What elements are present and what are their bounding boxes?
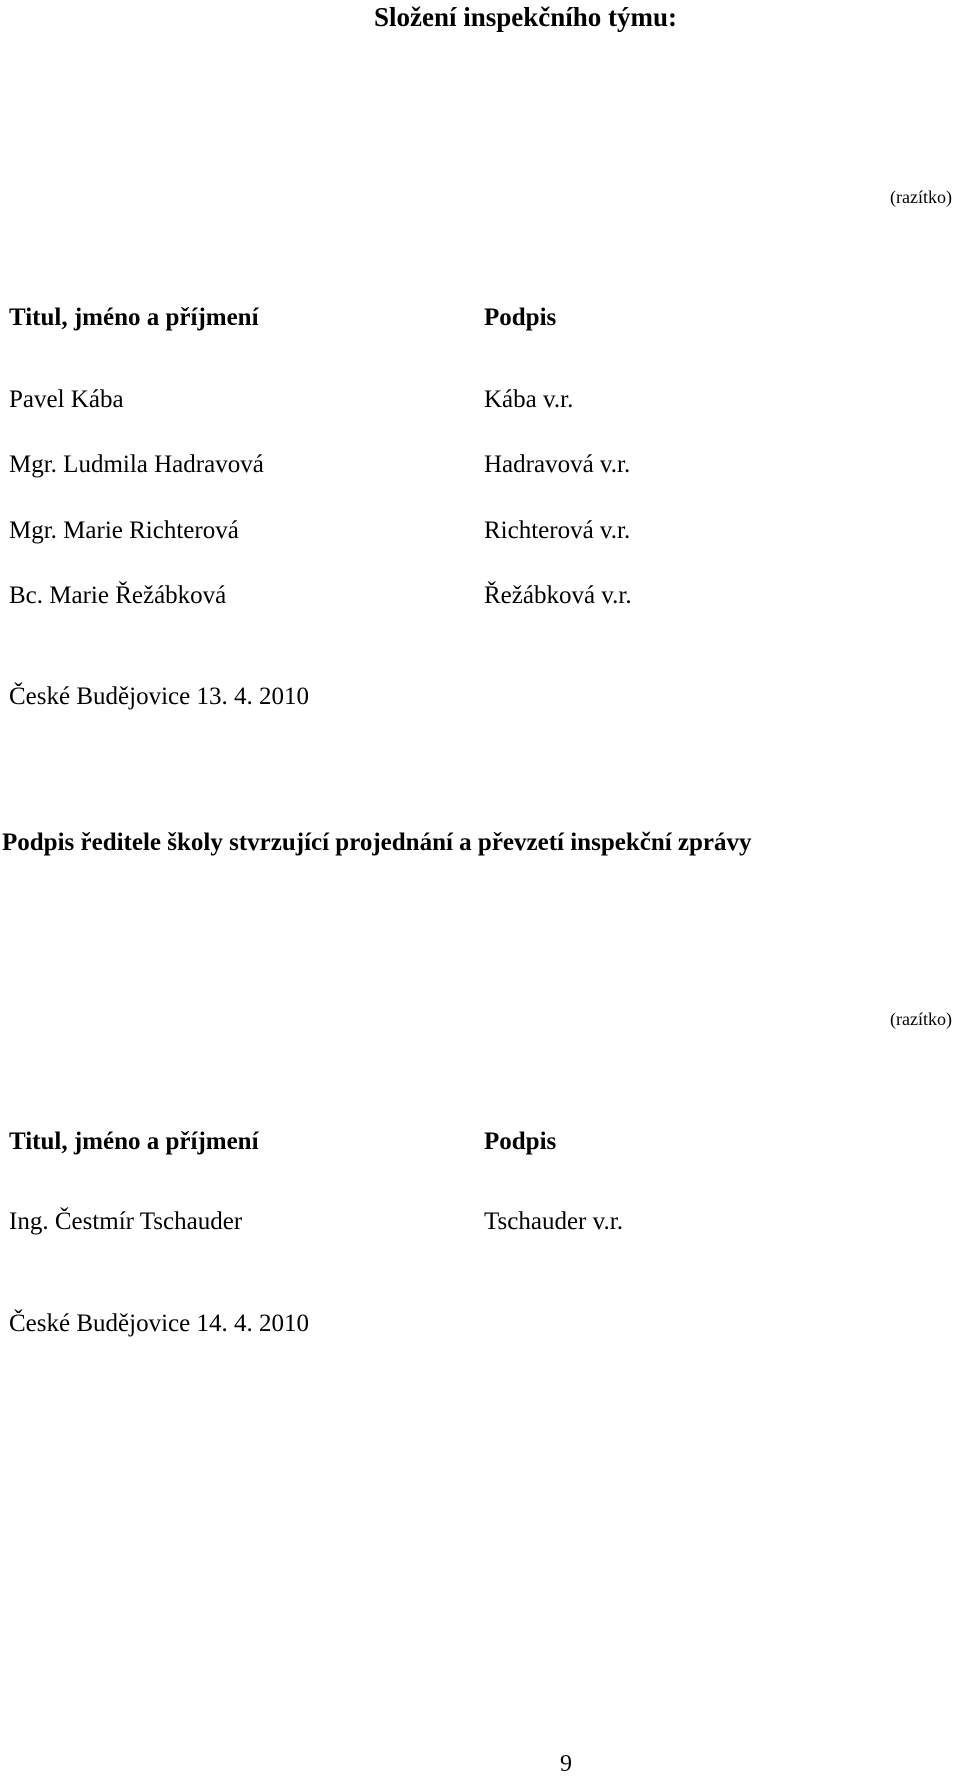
- team-member-name: Pavel Kába: [9, 386, 124, 413]
- page-number: 9: [560, 1751, 572, 1777]
- team-stamp-label: (razítko): [890, 187, 952, 207]
- director-name: Ing. Čestmír Tschauder: [9, 1208, 243, 1235]
- team-table-header-signature: Podpis: [484, 304, 557, 331]
- director-stamp-label: (razítko): [890, 1009, 952, 1029]
- team-member-name: Mgr. Ludmila Hadravová: [9, 451, 264, 478]
- team-member-signature: Hadravová v.r.: [484, 451, 631, 478]
- team-member-signature: Řežábková v.r.: [484, 582, 632, 609]
- director-place-date: České Budějovice 14. 4. 2010: [9, 1310, 309, 1337]
- team-member-signature: Kába v.r.: [484, 386, 574, 413]
- director-section-title: Podpis ředitele školy stvrzující projednání a převzetí inspekční zprávy: [2, 829, 752, 856]
- director-table-header-name: Titul, jméno a příjmení: [9, 1128, 259, 1155]
- team-member-signature: Richterová v.r.: [484, 517, 631, 544]
- team-member-name: Mgr. Marie Richterová: [9, 517, 239, 544]
- team-place-date: České Budějovice 13. 4. 2010: [9, 683, 309, 710]
- team-member-name: Bc. Marie Řežábková: [9, 582, 227, 609]
- director-signature: Tschauder v.r.: [484, 1208, 623, 1235]
- director-table-header-signature: Podpis: [484, 1128, 557, 1155]
- team-table-header-name: Titul, jméno a příjmení: [9, 304, 259, 331]
- team-section-title: Složení inspekčního týmu:: [374, 2, 678, 32]
